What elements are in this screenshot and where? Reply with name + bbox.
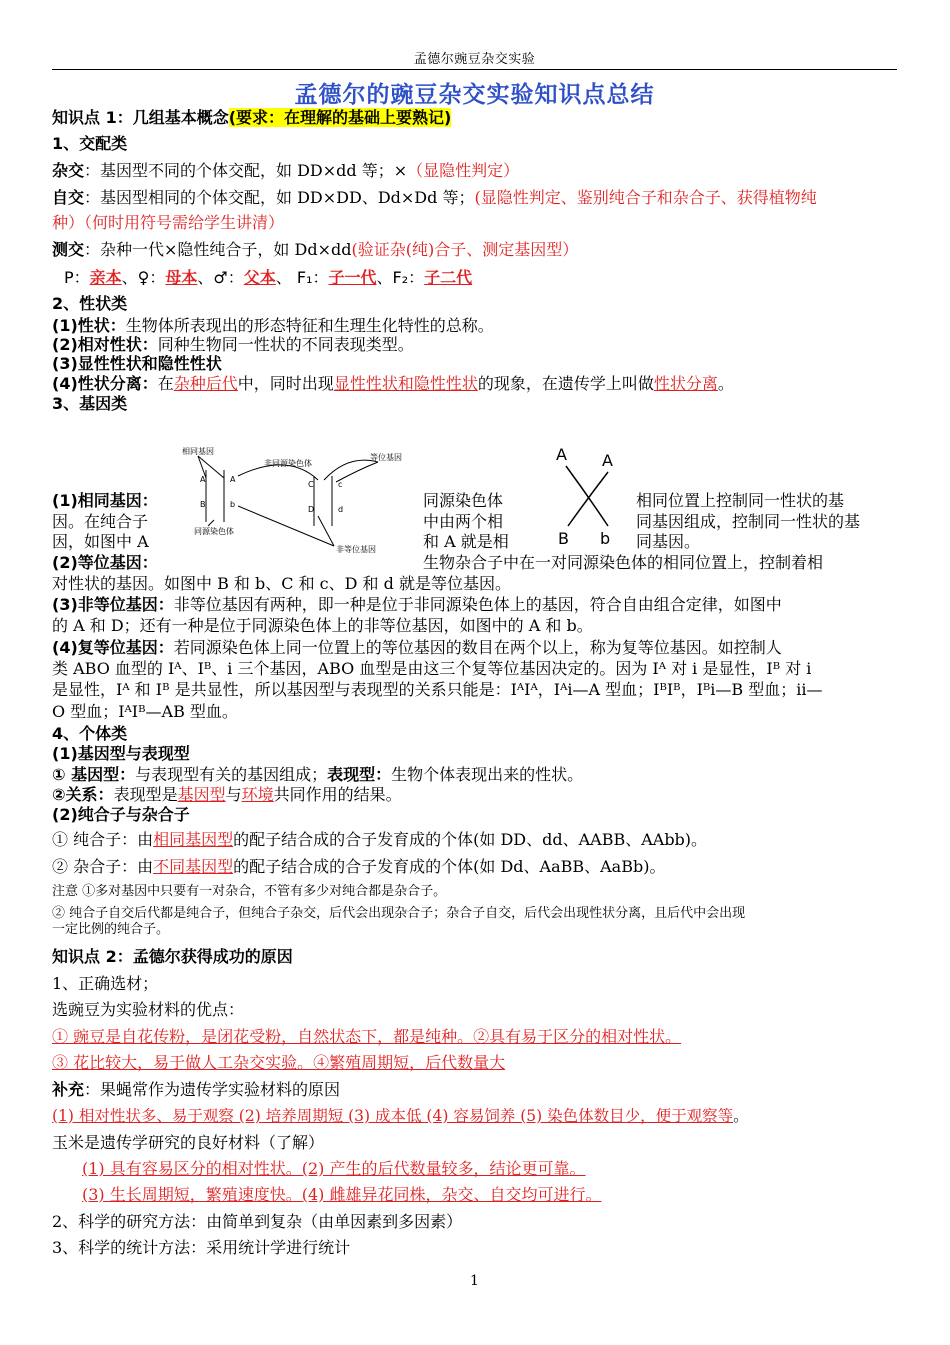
pea-advantages-2: ③ 花比较大，易于做人工杂交实验。④繁殖周期短，后代数量大 [52, 1053, 506, 1072]
crossing-over-diagram [552, 442, 624, 546]
gene-2-term: (2)等位基因： [52, 553, 158, 572]
svg-text:d: d [338, 505, 344, 514]
homozygote-def: ① 纯合子：由相同基因型的配子结合成的合子发育成的个体(如 DD、dd、AABB、AAbb)。 [52, 830, 708, 849]
fig-label-non-homologous: 非同源染色体 [264, 459, 312, 468]
corn-reasons-1: (1) 具有容易区分的相对性状。(2) 产生的后代数量较多，结论更可靠。 [82, 1159, 586, 1178]
section-traits: 2、性状类 [52, 294, 128, 313]
trait-3: (3)显性性状和隐性性状 [52, 354, 222, 373]
trait-2: (2)相对性状：同种生物同一性状的不同表现类型。 [52, 335, 414, 354]
document-title: 孟德尔的豌豆杂交实验知识点总结 [294, 82, 655, 108]
svg-text:b: b [230, 500, 236, 509]
page-header: 孟德尔豌豆杂交实验 [413, 52, 536, 67]
note-1: 注意 ①多对基因中只要有一对杂合，不管有多少对纯合都是杂合子。 [52, 884, 447, 899]
fig-label-allele: 等位基因 [370, 453, 402, 462]
svg-text:A: A [602, 451, 613, 470]
fig-label-non-allele: 非等位基因 [336, 545, 376, 554]
corn-reasons-2: (3) 生长周期短，繁殖速度快。(4) 雌雄异花同株，杂交、自交均可进行。 [82, 1185, 602, 1204]
note-2: ② 纯合子自交后代都是纯合子，但纯合子杂交，后代会出现杂合子；杂合子自交，后代会出现性状分离，且后代中会出现 [52, 906, 746, 921]
pea-advantages-1: ① 豌豆是自花传粉，是闭花受粉，自然状态下，都是纯种。②具有易于区分的相对性状。 [52, 1027, 682, 1046]
kp2-heading: 知识点 2：孟德尔获得成功的原因 [52, 947, 293, 966]
def-test: 测交：杂种一代×隐性纯合子，如 Dd×dd(验证杂(纯)合子、测定基因型） [52, 240, 579, 259]
svg-text:B: B [200, 500, 206, 509]
section-individuals: 4、个体类 [52, 724, 128, 743]
page-number: 1 [470, 1273, 479, 1289]
kp1-heading: 知识点 1：几组基本概念(要求：在理解的基础上要熟记) [52, 108, 452, 127]
header-rule [52, 69, 897, 70]
svg-text:A: A [200, 475, 206, 484]
fruitfly-reasons: (1) 相对性状多、易于观察 (2) 培养周期短 (3) 成本低 (4) 容易饲养 (5) 染色体数目少，便于观察等。 [52, 1107, 749, 1125]
chromosome-diagram [178, 440, 418, 560]
svg-text:c: c [338, 480, 343, 489]
svg-text:B: B [558, 529, 569, 546]
heterozygote-def: ② 杂合子：由不同基因型的配子结合成的合子发育成的个体(如 Dd、AaBB、AaBb)。 [52, 857, 666, 876]
def-self: 自交：基因型相同的个体交配，如 DD×DD、Dd×Dd 等；(显隐性判定、鉴别纯合子和杂合子、获得植物纯 [52, 188, 817, 207]
def-self-note: 种）（何时用符号需给学生讲清） [52, 213, 285, 232]
fig-label-homologous: 同源染色体 [194, 527, 234, 536]
svg-text:A: A [556, 445, 567, 464]
trait-4: (4)性状分离：在杂种后代中，同时出现显性性状和隐性性状的现象，在遗传学上叫做性状分离。 [52, 374, 734, 393]
genotype-def: ① 基因型：与表现型有关的基因组成；表现型：生物个体表现出来的性状。 [52, 765, 584, 784]
gene-1-term: (1)相同基因： [52, 491, 158, 510]
requirement-highlight: (要求：在理解的基础上要熟记) [228, 108, 452, 127]
document-page: 孟德尔豌豆杂交实验 孟德尔的豌豆杂交实验知识点总结 知识点 1：几组基本概念(要求：在理解的基础上要熟记) 1、交配类 杂交：基因型不同的个体交配，如 DD×dd 等；×（显隐性判定） 自交：基因型相同的个体交配，如 DD×DD、Dd×Dd 等；(显隐性判定、鉴别纯合子和杂合子、获得植物纯 种）（何时用符号需给学生讲清） 测交：杂种一代×隐性纯合子，如 Dd×dd(验证杂(纯)合子、测定基因型） P：亲本、♀：母本、♂：父本、 F₁：子一代、F₂：子二代 2、性状类 (1)性状：生物体所表现出的形态特征和生理生化特性的总称。 (2)相对性状：同种生物同一性状的不同表现类型。 (3)显性性状和隐性性状 (4)性状分离：在杂种后代中，同时出现显性性状和隐性性状的现象，在遗传学上叫做性状分离。 3、基因类 相同基因 非同源染色体 等位基因 同源染色体 非等位基因 A A B b C c D d A A B b (1)相同基因： 因。在纯合子 因，如图中 A 同源染色体 中由两个相 和 A 就是相 相同位置上控制同一性状的基 同基因组成，控制同一性状的基 同基因。 (2)等位基因： 生物杂合子中在一对同源染色体的相同位置上，控制着相 对性状的基因。如图中 B 和 b、C 和 c、D 和 d 就是等位基因。 (3)非等位基因：非等位基因有两种，即一种是位于非同源染色体上的基因，符合自由组合定律，如图中 的 A 和 D；还有一种是位于同源染色体上的非等位基因，如图中的 A 和 b。 (4)复等位基因：若同源染色体上同一位置上的等位基因的数目在两个以上，称为复等位基因。如控制人 类 ABO 血型的 Iᴬ、Iᴮ、i 三个基因，ABO 血型是由这三个复等位基因决定的。因为 Iᴬ 对 i 是显性，Iᴮ 对 i 是显性，Iᴬ 和 Iᴮ 是共显性，所以基因型与表现型的关系只能是：IᴬIᴬ，Iᴬi—A 型血；IᴮIᴮ，Iᴮi—B 型血；ii— O 型血；IᴬIᴮ—AB 型血。 4、个体类 (1)基因型与表现型 ① 基因型：与表现型有关的基因组成；表现型：生物个体表现出来的性状。 ②关系：表现型是基因型与环境共同作用的结果。 (2)纯合子与杂合子 ① 纯合子：由相同基因型的配子结合成的合子发育成的个体(如 DD、dd、AABB、AAbb)。 ② 杂合子：由不同基因型的配子结合成的合子发育成的个体(如 Dd、AaBB、AaBb)。 注意 ①多对基因中只要有一对杂合，不管有多少对纯合都是杂合子。 ② 纯合子自交后代都是纯合子，但纯合子杂交，后代会出现杂合子；杂合子自交，后代会出现性状分离，且后代中会出现 一定比例的纯合子。 知识点 2：孟德尔获得成功的原因 1、正确选材； 选豌豆为实验材料的优点： ① 豌豆是自花传粉，是闭花受粉，自然状态下，都是纯种。②具有易于区分的相对性状。 ③ 花比较大，易于做人工杂交实验。④繁殖周期短，后代数量大 补充：果蝇常作为遗传学实验材料的原因 (1) 相对性状多、易于观察 (2) 培养周期短 (3) 成本低 (4) 容易饲养 (5) 染色体数目少，便于观察等。 玉米是遗传学研究的良好材料（了解） (1) 具有容易区分的相对性状。(2) 产生的后代数量较多，结论更可靠。 (3) 生长周期短，繁殖速度快。(4) 雌雄异花同株，杂交、自交均可进行。 2、科学的研究方法：由简单到复杂（由单因素到多因素） 3、科学的统计方法：采用统计学进行统计 1 [0, 0, 950, 1345]
svg-text:b: b [600, 529, 611, 546]
gene-3: (3)非等位基因：非等位基因有两种，即一种是位于非同源染色体上的基因，符合自由组合定律，如图中 [52, 595, 782, 614]
supplement: 补充：果蝇常作为遗传学实验材料的原因 [52, 1080, 341, 1099]
section-genes: 3、基因类 [52, 394, 128, 413]
svg-text:A: A [230, 475, 236, 484]
section-mating: 1、交配类 [52, 134, 128, 153]
svg-text:D: D [308, 505, 315, 514]
svg-text:C: C [308, 480, 314, 489]
relation-def: ②关系：表现型是基因型与环境共同作用的结果。 [52, 785, 402, 804]
trait-1: (1)性状：生物体所表现出的形态特征和生理生化特性的总称。 [52, 316, 494, 335]
def-hybrid: 杂交：基因型不同的个体交配，如 DD×dd 等；×（显隐性判定） [52, 161, 520, 180]
fig-label-same-gene: 相同基因 [182, 447, 214, 456]
symbol-line: P：亲本、♀：母本、♂：父本、 F₁：子一代、F₂：子二代 [64, 268, 473, 287]
gene-4: (4)复等位基因：若同源染色体上同一位置上的等位基因的数目在两个以上，称为复等位基因。如控制人 [52, 638, 782, 657]
